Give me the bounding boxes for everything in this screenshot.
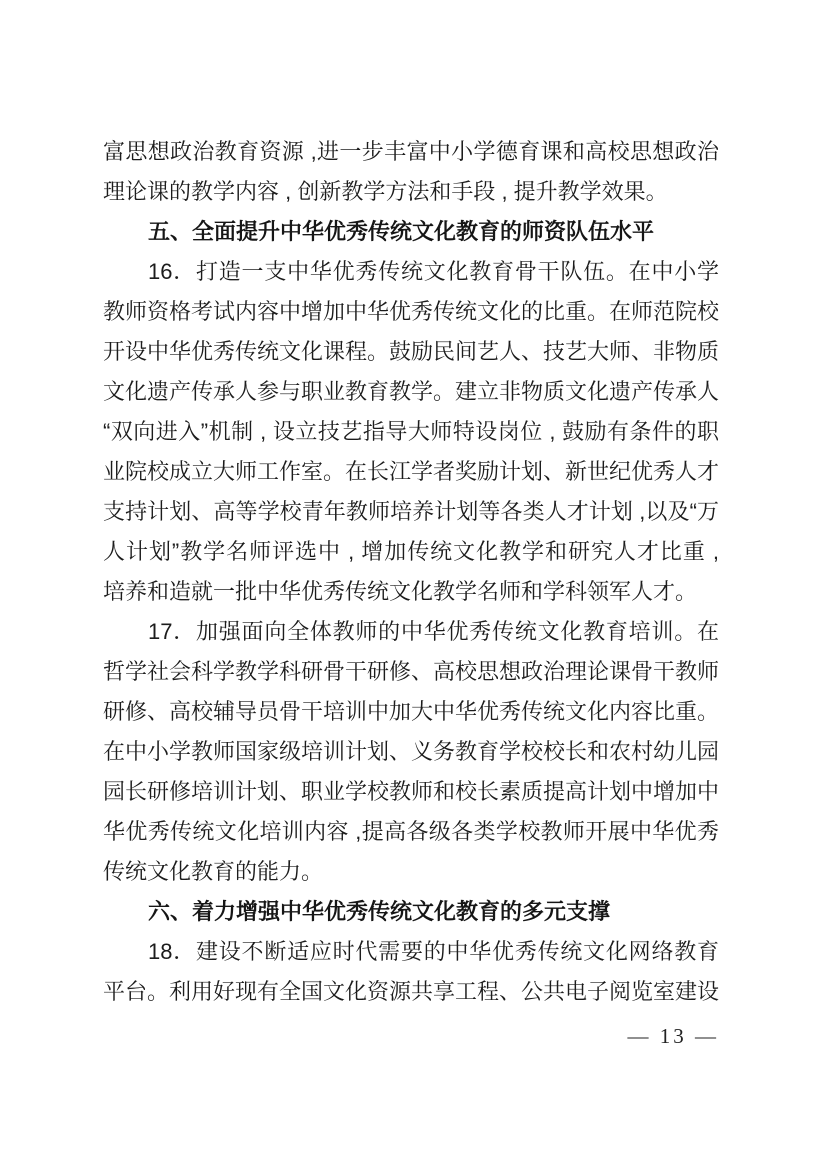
document-line: 支持计划、高等学校青年教师培养计划等各类人才计划 ,以及“万	[103, 499, 719, 524]
document-line: 人计划”教学名师评选中 , 增加传统文化教学和研究人才比重 ,	[103, 539, 719, 564]
document-line: 华优秀传统文化培训内容 ,提高各级各类学校教师开展中华优秀	[103, 819, 719, 844]
section-heading: 五、全面提升中华优秀传统文化教育的师资队伍水平	[148, 219, 655, 244]
document-line: 18．建设不断适应时代需要的中华优秀传统文化网络教育	[148, 939, 719, 964]
section-heading: 六、着力增强中华优秀传统文化教育的多元支撑	[148, 899, 611, 924]
document-line: “双向进入”机制 , 设立技艺指导大师特设岗位 , 鼓励有条件的职	[103, 419, 719, 444]
document-line: 富思想政治教育资源 ,进一步丰富中小学德育课和高校思想政治	[103, 139, 719, 164]
page-footer	[628, 1024, 720, 1049]
document-line: 园长研修培训计划、职业学校教师和校长素质提高计划中增加中	[103, 779, 719, 804]
page-number: — 13 —	[627, 1024, 719, 1048]
document-line: 16．打造一支中华优秀传统文化教育骨干队伍。在中小学	[148, 259, 719, 284]
document-line: 17．加强面向全体教师的中华优秀传统文化教育培训。在	[148, 619, 719, 644]
document-line: 传统文化教育的能力。	[103, 859, 324, 884]
document-line: 哲学社会科学教学科研骨干研修、高校思想政治理论课骨干教师	[103, 659, 719, 684]
document-line: 培养和造就一批中华优秀传统文化教学名师和学科领军人才。	[103, 579, 698, 604]
document-line: 业院校成立大师工作室。在长江学者奖励计划、新世纪优秀人才	[103, 459, 719, 484]
document-line: 开设中华优秀传统文化课程。鼓励民间艺人、技艺大师、非物质	[103, 339, 719, 364]
document-line: 研修、高校辅导员骨干培训中加大中华优秀传统文化内容比重。	[103, 699, 719, 724]
document-line: 理论课的教学内容 , 创新教学方法和手段 , 提升教学效果。	[103, 179, 668, 204]
document-line: 教师资格考试内容中增加中华优秀传统文化的比重。在师范院校	[103, 299, 719, 324]
document-body	[103, 132, 719, 1012]
document-line: 文化遗产传承人参与职业教育教学。建立非物质文化遗产传承人	[103, 379, 719, 404]
document-line: 平台。利用好现有全国文化资源共享工程、公共电子阅览室建设	[103, 979, 719, 1004]
document-line: 在中小学教师国家级培训计划、义务教育学校校长和农村幼儿园	[103, 739, 719, 764]
